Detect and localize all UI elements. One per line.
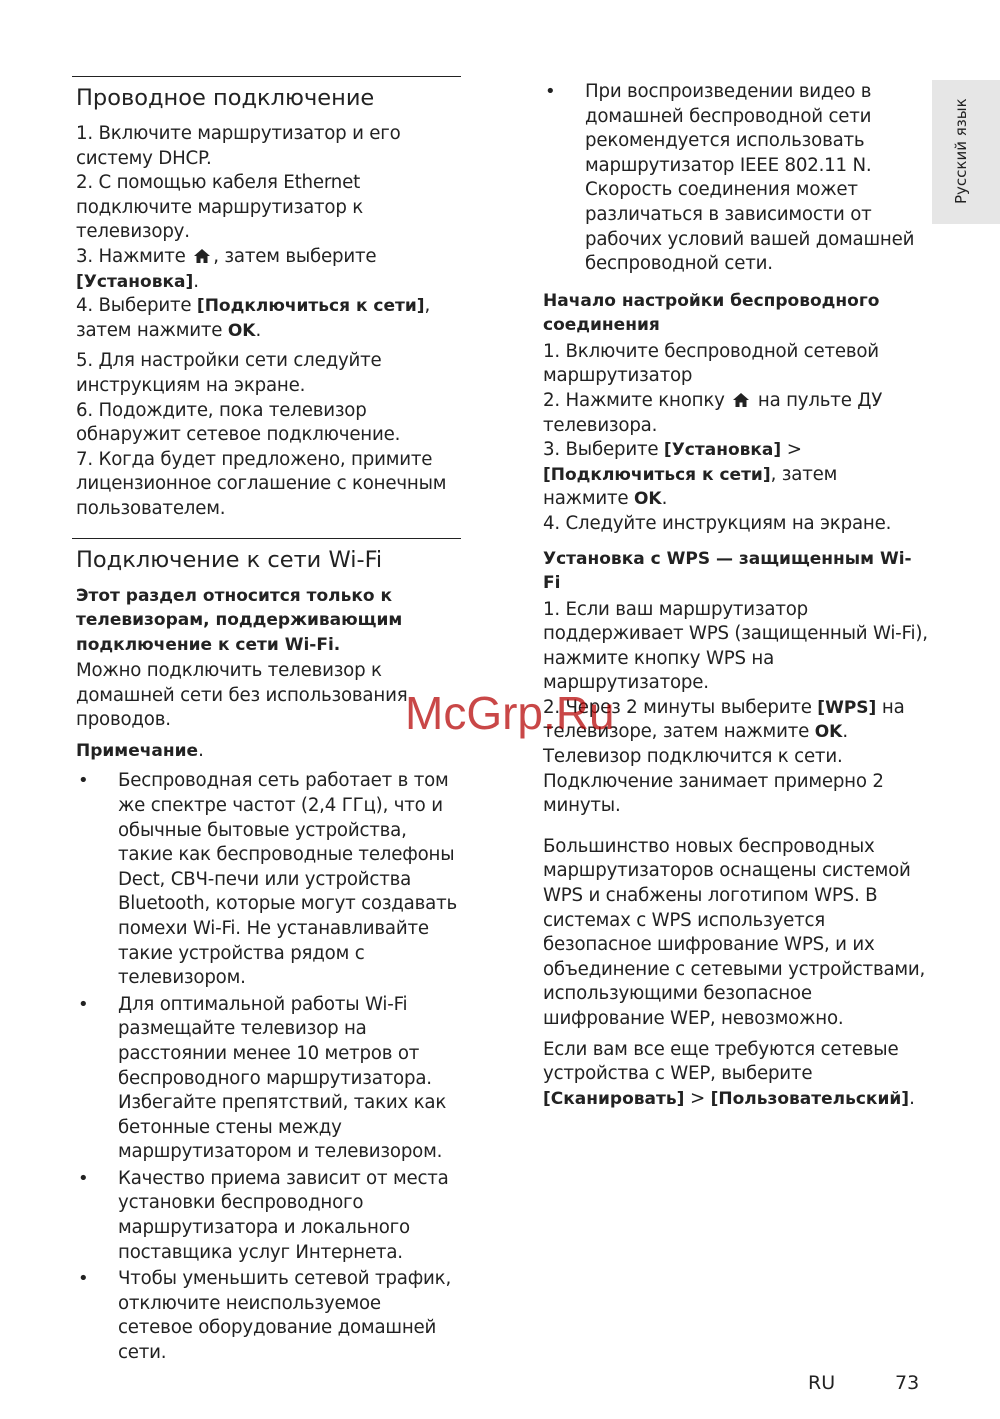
wifi-intro: Можно подключить телевизор к домашней сети без использования проводов. — [76, 660, 408, 731]
right-column — [543, 76, 928, 1111]
wps-connect-note: Телевизор подключится к сети. Подключение занимает примерно 2 минуты. — [543, 746, 884, 817]
ok-key-label: OK — [227, 320, 256, 341]
home-icon — [193, 248, 211, 264]
wps-section-title: Установка с WPS — защищенным Wi-Fi — [543, 548, 912, 593]
setup-step-2: 2. Нажмите кнопку на пульте ДУ телевизора. — [543, 389, 883, 436]
list-item: • При воспроизведении видео в домашней беспроводной сети рекомендуется использовать маршрутизатор IEEE 802.11 N. Скорость соединения может различаться в зависимости от рабочих условий вашей домашней беспроводной сети. — [545, 81, 915, 275]
wired-step-3: 3. Нажмите , затем выберите [Установка]. — [76, 245, 377, 292]
section-divider — [72, 76, 461, 77]
wired-section-title: Проводное подключение — [76, 85, 375, 111]
language-side-tab — [932, 80, 1000, 224]
speed-note-list — [543, 80, 928, 277]
menu-setup-label: [Установка] — [76, 271, 194, 292]
list-item: • Качество приема зависит от места установки беспроводного маршрутизатора и локального поставщика услуг Интернета. — [78, 1167, 449, 1263]
wep-paragraph: Если вам все еще требуются сетевые устройства с WEP, выберите [Сканировать] > [Пользовательский]. — [543, 1038, 915, 1109]
wired-step-7: 7. Когда будет предложено, примите лицензионное соглашение с конечным пользователем. — [76, 448, 447, 519]
wps-step-1: 1. Если ваш маршрутизатор поддерживает WPS (защищенный Wi-Fi), нажмите кнопку WPS на маршрутизаторе. — [543, 598, 928, 694]
wired-step-1: 1. Включите маршрутизатор и его систему DHCP. — [76, 123, 401, 169]
list-item: • Беспроводная сеть работает в том же спектре частот (2,4 ГГц), что и обычные бытовые устройства, такие как беспроводные телефоны Dect, СВЧ-печи или устройства Bluetooth, которые могут создавать помехи Wi-Fi. Не устанавливайте такие устройства рядом с телевизором. — [78, 770, 458, 989]
menu-connect-label: [Подключиться к сети] — [196, 296, 425, 317]
note-heading: Примечание. — [76, 739, 204, 761]
page-number: 73 — [895, 1372, 920, 1394]
wps-encryption-paragraph: Большинство новых беспроводных маршрутизаторов оснащены системой WPS и снабжены логотипом WPS. В системах с WPS используется безопасное шифрование WPS, и их объединение с сетевыми устройствами, использующими безопасное шифрование WEP, невозможно. — [543, 835, 926, 1029]
setup-step-1: 1. Включите беспроводной сетевой маршрутизатор — [543, 340, 879, 387]
wireless-setup-title: Начало настройки беспроводного соединения — [543, 290, 880, 336]
setup-step-4: 4. Следуйте инструкциям на экране. — [543, 512, 892, 534]
wifi-notes-list — [76, 769, 461, 1365]
wired-step-2: 2. С помощью кабеля Ethernet подключите маршрутизатор к телевизору. — [76, 172, 364, 243]
section-divider — [72, 538, 461, 539]
menu-setup-label: [Установка] — [663, 440, 782, 461]
menu-scan-label: [Сканировать] — [543, 1088, 685, 1109]
wifi-section-title: Подключение к сети Wi-Fi — [76, 546, 383, 573]
home-icon — [732, 392, 750, 408]
footer-language-code: RU — [808, 1372, 836, 1394]
setup-step-3: 3. Выберите [Установка] > [Подключиться к сети], затем нажмите OK. — [543, 439, 838, 510]
list-item: • Для оптимальной работы Wi-Fi размещайте телевизор на расстоянии менее 10 метров от беспроводного маршрутизатора. Избегайте препятствий, таких как бетонные стены между маршрутизатором и телевизором. — [78, 993, 447, 1163]
menu-wps-label: [WPS] — [817, 697, 877, 718]
wps-step-2: 2. Через 2 минуты выберите [WPS] на телевизоре, затем нажмите OK. — [543, 696, 905, 743]
watermark: McGrp.Ru — [405, 687, 615, 739]
wifi-scope-note: Этот раздел относится только к телевизорам, поддерживающим подключение к сети Wi-Fi. — [76, 585, 403, 655]
wired-step-5: 5. Для настройки сети следуйте инструкциям на экране. — [76, 350, 382, 396]
left-column — [76, 76, 461, 1368]
language-tab-label: Русский язык — [952, 98, 970, 204]
menu-connect-label: [Подключиться к сети] — [543, 464, 771, 485]
menu-custom-label: [Пользовательский] — [710, 1088, 910, 1109]
ok-key-label: OK — [814, 722, 843, 743]
list-item: • Чтобы уменьшить сетевой трафик, отключите неиспользуемое сетевое оборудование домашней сети. — [78, 1268, 452, 1364]
wired-step-4: 4. Выберите [Подключиться к сети], затем нажмите OK. — [76, 295, 431, 341]
ok-key-label: OK — [633, 489, 662, 510]
wired-step-6: 6. Подождите, пока телевизор обнаружит сетевое подключение. — [76, 399, 401, 446]
